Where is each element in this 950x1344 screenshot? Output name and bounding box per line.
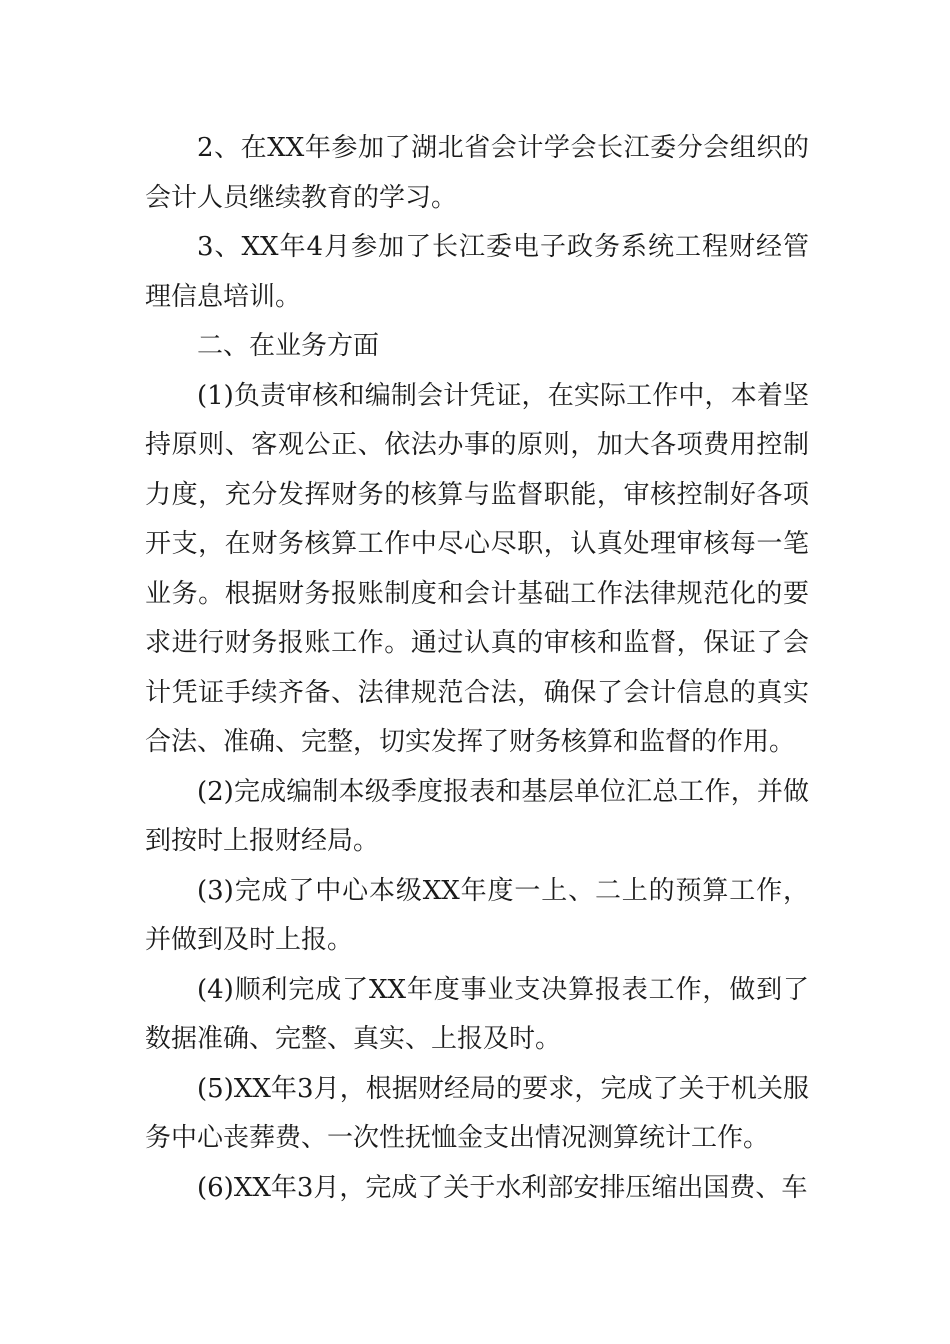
paragraph-item-6: (6)XX年3月，完成了关于水利部安排压缩出国费、车 (197, 1172, 808, 1203)
paragraph-continuing-education: 2、在XX年参加了湖北省会计学会长江委分会组织的会计人员继续教育的学习。 (145, 133, 809, 213)
section-heading-business: 二、在业务方面 (197, 331, 380, 361)
paragraph-item-5: (5)XX年3月，根据财经局的要求，完成了关于机关服务中心丧葬费、一次性抚恤金支出情况测算统计工作。 (145, 1073, 809, 1153)
paragraph-item-4: (4)顺利完成了XX年度事业支决算报表工作，做到了数据准确、完整、真实、上报及时。 (145, 974, 809, 1054)
paragraph-item-3: (3)完成了中心本级XX年度一上、二上的预算工作，并做到及时上报。 (145, 875, 809, 955)
document-body (145, 124, 809, 1213)
paragraph-egov-training: 3、XX年4月参加了长江委电子政务系统工程财经管理信息培训。 (145, 232, 809, 312)
paragraph-item-2: (2)完成编制本级季度报表和基层单位汇总工作，并做到按时上报财经局。 (145, 776, 809, 856)
paragraph-item-1: (1)负责审核和编制会计凭证，在实际工作中，本着坚持原则、客观公正、依法办事的原则，加大各项费用控制力度，充分发挥财务的核算与监督职能，审核控制好各项开支，在财务核算工作中尽心尽职，认真处理审核每一笔业务。根据财务报账制度和会计基础工作法律规范化的要求进行财务报账工作。通过认真的审核和监督，保证了会计凭证手续齐备、法律规范合法，确保了会计信息的真实合法、准确、完整，切实发挥了财务核算和监督的作用。 (145, 380, 809, 757)
